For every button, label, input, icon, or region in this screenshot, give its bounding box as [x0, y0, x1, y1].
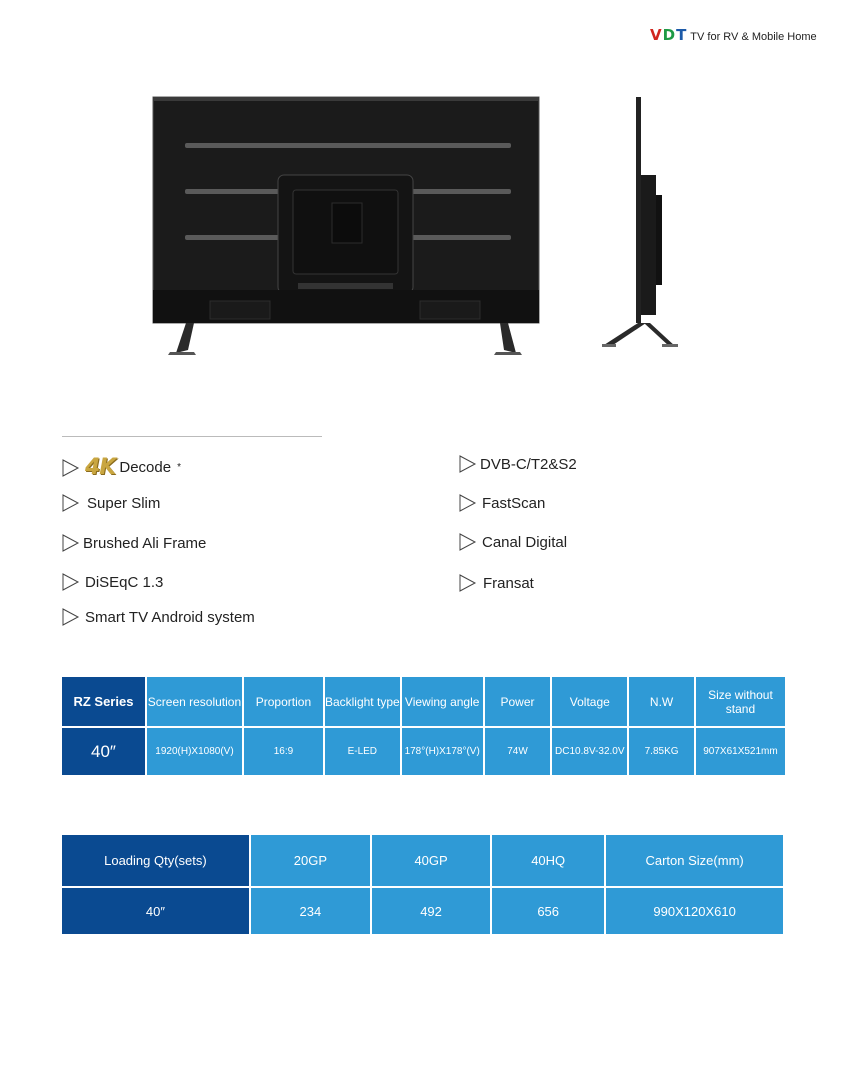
feature-brushed-frame: [62, 534, 206, 552]
feature-label: DVB-C/T2&S2: [480, 455, 577, 473]
table-cell: E-LED: [325, 728, 400, 775]
tv-rear-view-image: [150, 95, 545, 357]
4k-badge: 4K: [85, 455, 116, 480]
table-header-cell: Size without stand: [696, 677, 785, 726]
loading-table: [60, 833, 785, 936]
feature-android: [62, 608, 255, 626]
feature-label: Fransat: [483, 574, 534, 592]
table-header-cell: 20GP: [251, 835, 370, 886]
section-divider: [62, 436, 322, 437]
feature-label: Super Slim: [87, 494, 161, 512]
outline-triangle-icon: [459, 494, 477, 512]
table-header-cell: Proportion: [244, 677, 323, 726]
feature-label: Smart TV Android system: [85, 608, 255, 626]
feature-label: Canal Digital: [482, 533, 568, 551]
table-cell: 1920(H)X1080(V): [147, 728, 242, 775]
table-header-cell: RZ Series: [62, 677, 145, 726]
feature-label: FastScan: [482, 494, 546, 512]
feature-fastscan: [459, 494, 545, 512]
feature-label: Brushed Ali Frame: [83, 534, 207, 552]
table-cell: 234: [251, 888, 370, 934]
table-header-cell: Voltage: [552, 677, 627, 726]
table-header-cell: Viewing angle: [402, 677, 483, 726]
table-cell: 990X120X610: [606, 888, 783, 934]
brand-header: [650, 26, 817, 44]
table-header-row: [62, 677, 785, 726]
outline-triangle-icon: [459, 455, 477, 473]
vdt-logo: VDT: [650, 26, 688, 44]
table-cell: 492: [372, 888, 490, 934]
spec-table: [60, 675, 787, 777]
table-cell: 40″: [62, 888, 249, 934]
table-cell: 178°(H)X178°(V): [402, 728, 483, 775]
outline-triangle-icon: [459, 533, 477, 551]
outline-triangle-icon: [62, 573, 80, 591]
feature-dvb: [459, 455, 577, 473]
outline-triangle-icon: [62, 534, 80, 552]
table-cell: DC10.8V-32.0V: [552, 728, 627, 775]
outline-triangle-icon: [62, 459, 80, 477]
asterisk-mark: *: [177, 462, 181, 473]
feature-label: Decode: [119, 459, 172, 476]
table-header-cell: 40HQ: [492, 835, 604, 886]
table-header-cell: Loading Qty(sets): [62, 835, 249, 886]
table-cell: 74W: [485, 728, 551, 775]
outline-triangle-icon: [459, 574, 477, 592]
outline-triangle-icon: [62, 608, 80, 626]
table-header-cell: 40GP: [372, 835, 490, 886]
feature-fransat: [459, 574, 534, 592]
table-cell: 16:9: [244, 728, 323, 775]
tv-side-view-image: [600, 95, 680, 353]
feature-diseqc: [62, 573, 163, 591]
table-header-cell: Power: [485, 677, 551, 726]
table-header-row: [62, 835, 783, 886]
outline-triangle-icon: [62, 494, 80, 512]
feature-canal-digital: [459, 533, 567, 551]
table-row: [62, 888, 783, 934]
table-header-cell: Backlight type: [325, 677, 400, 726]
brand-tagline: TV for RV & Mobile Home: [690, 31, 817, 43]
table-header-cell: Carton Size(mm): [606, 835, 783, 886]
table-cell: 656: [492, 888, 604, 934]
table-row: [62, 728, 785, 775]
table-header-cell: Screen resolution: [147, 677, 242, 726]
feature-label: DiSEqC 1.3: [85, 573, 164, 591]
table-cell: 7.85KG: [629, 728, 694, 775]
table-header-cell: N.W: [629, 677, 694, 726]
table-cell: 40″: [62, 728, 145, 775]
table-cell: 907X61X521mm: [696, 728, 785, 775]
feature-super-slim: [62, 494, 160, 512]
feature-4k-decode: [62, 455, 181, 480]
